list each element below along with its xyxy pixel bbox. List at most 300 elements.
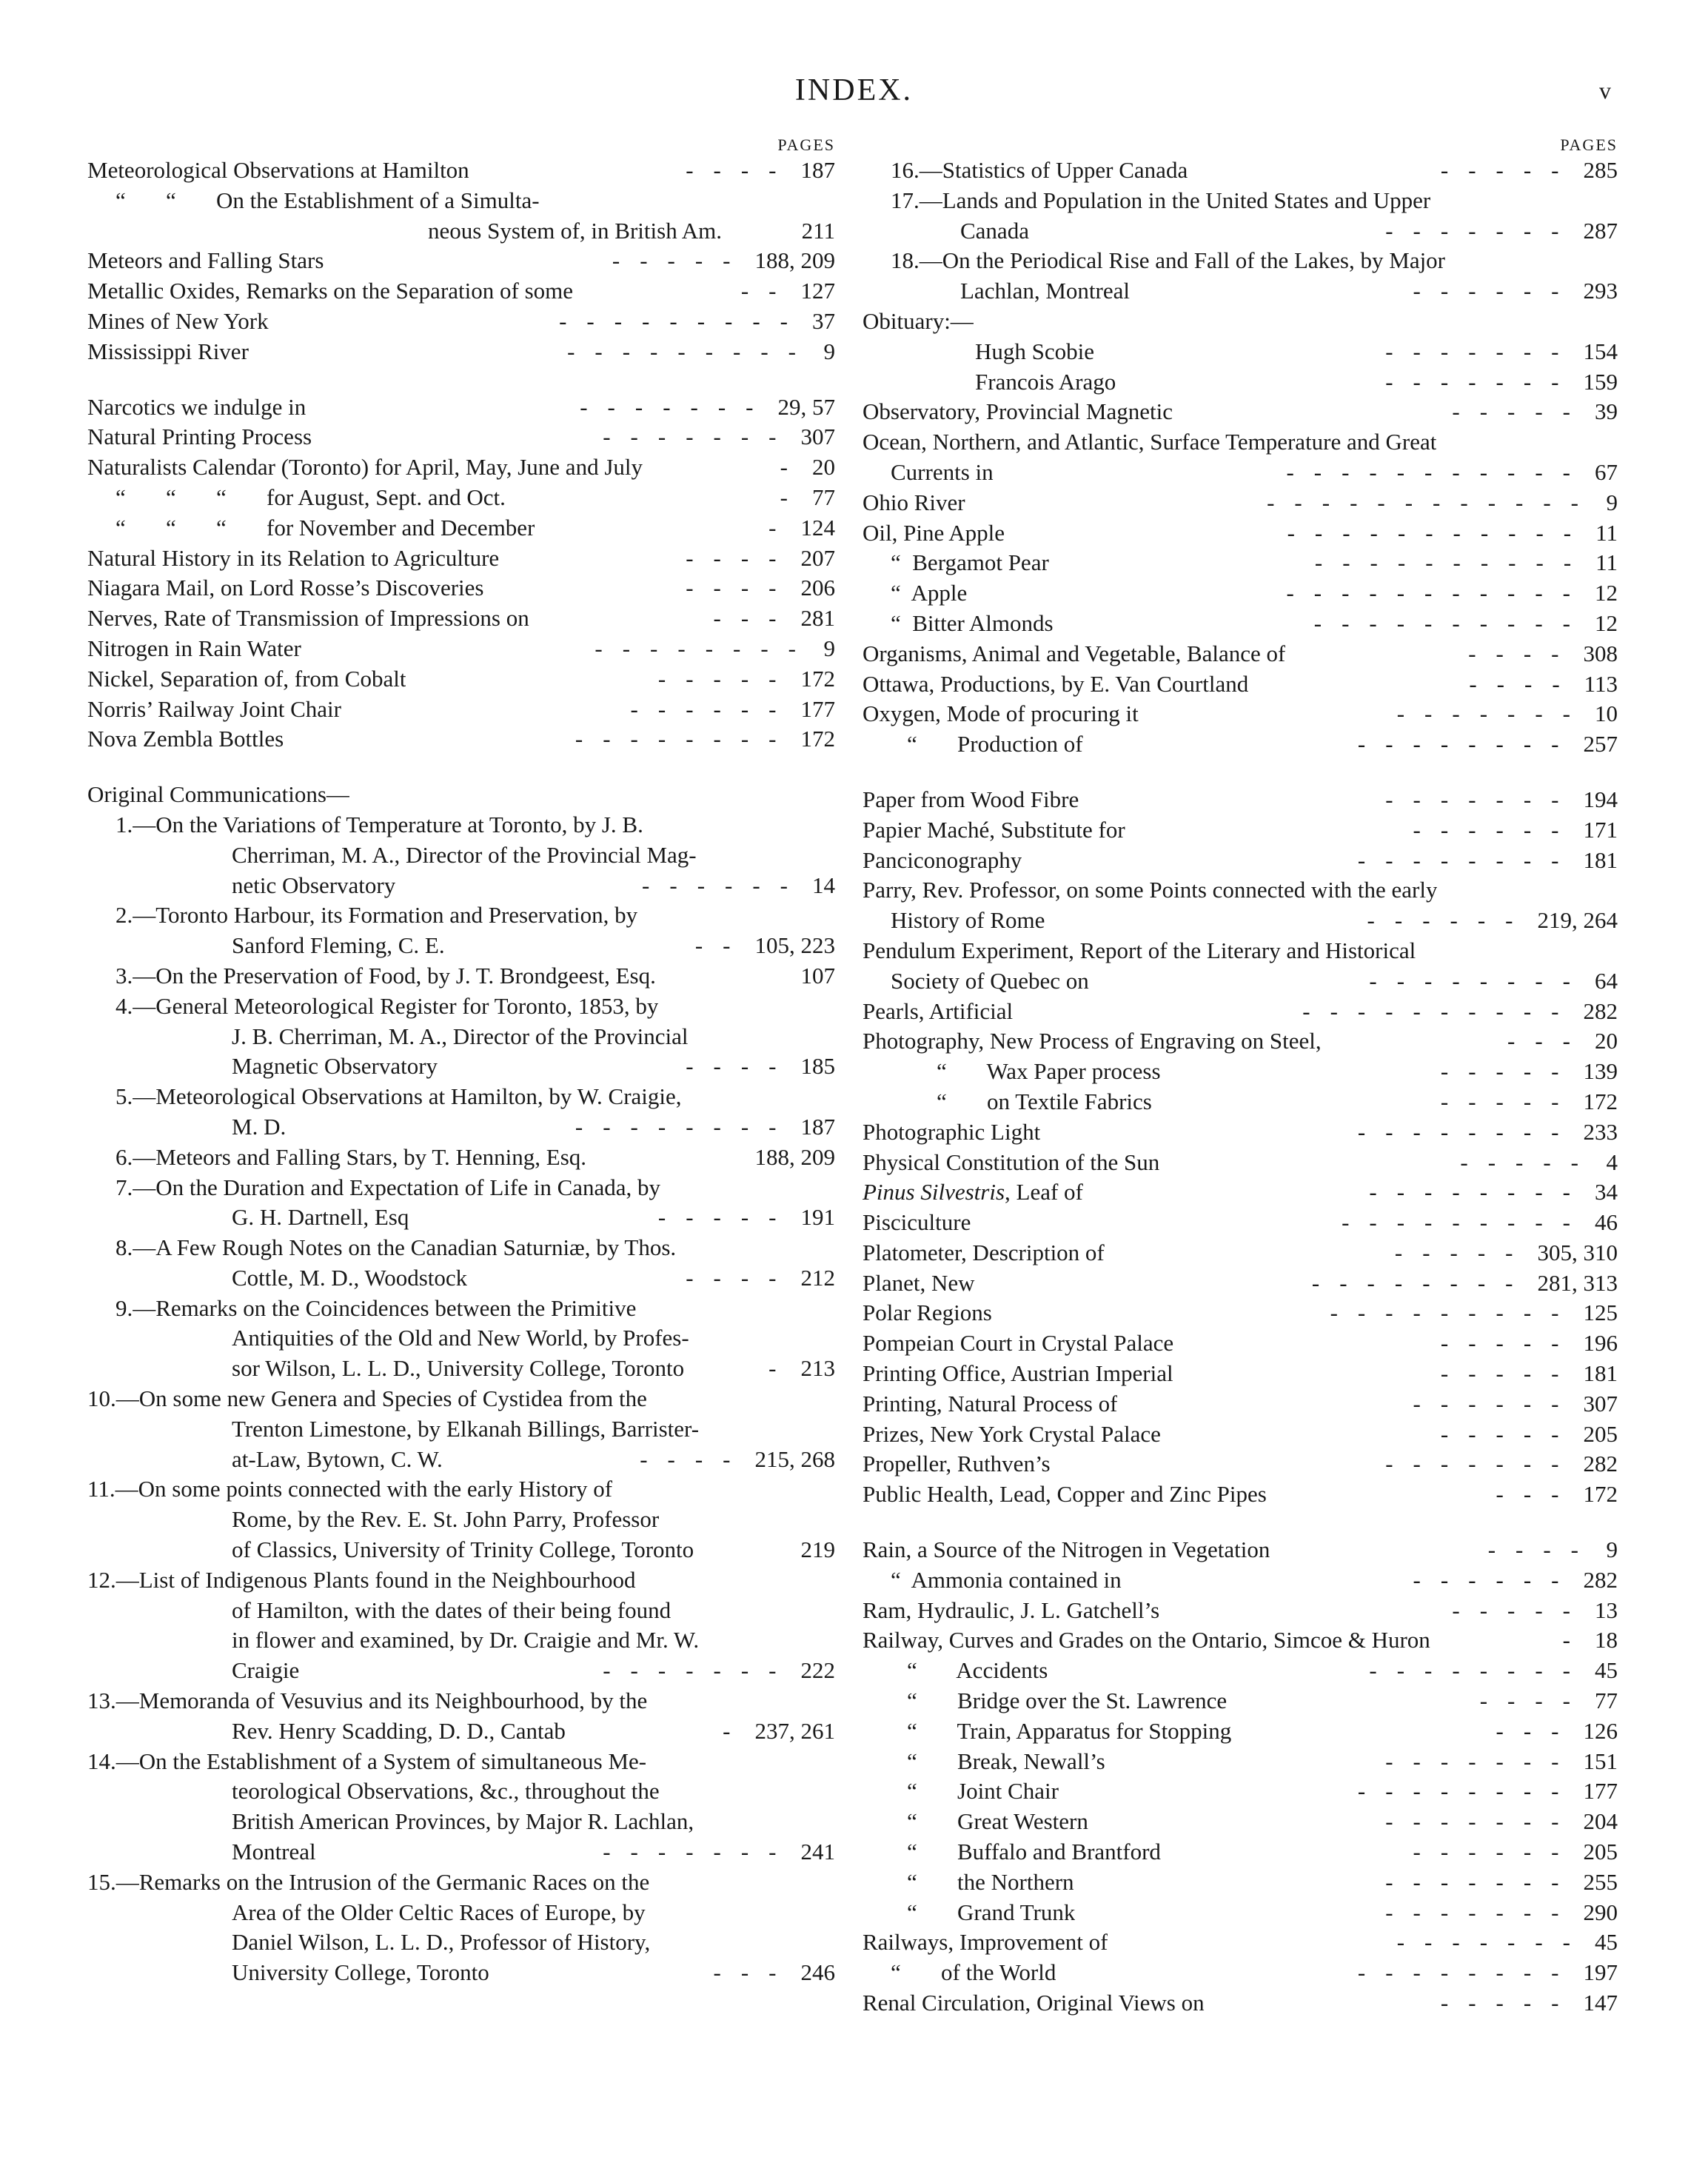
index-entry (87, 1867, 835, 1898)
index-entry (87, 276, 835, 307)
page-ref: 34 (1595, 1179, 1618, 1205)
leader-dashes: ----- (1394, 1239, 1533, 1265)
leader-dashes: - (768, 514, 797, 541)
index-entry (87, 780, 835, 810)
page-ref: 172 (1583, 1481, 1618, 1508)
leader-dashes: ----- (1440, 1088, 1579, 1114)
page-ref: 39 (1595, 398, 1618, 425)
index-entry (87, 544, 835, 574)
leader-dashes: ------- (1385, 786, 1579, 812)
entry-text: “ Apple (891, 580, 968, 606)
page-ref: 159 (1583, 368, 1618, 395)
leader-dashes: ------ (1413, 1566, 1579, 1593)
leader-dashes: ----- (1440, 1990, 1579, 2016)
index-entry (863, 846, 1618, 876)
page-ref: 211 (801, 217, 835, 244)
page-ref: 151 (1583, 1748, 1618, 1774)
entry-text: Currents in (891, 458, 994, 485)
section-gap (87, 367, 835, 392)
entry-text: 11.—On some points connected with the early History of (87, 1476, 613, 1502)
index-entry (863, 1596, 1618, 1626)
entry-text: Renal Circulation, Original Views on (863, 1990, 1205, 2016)
page-ref: 241 (800, 1839, 835, 1865)
entry-text: at-Law, Bytown, C. W. (232, 1445, 443, 1472)
entry-text: Naturalists Calendar (Toronto) for April, May, June and July (87, 454, 643, 481)
leader-dashes: - (768, 1355, 797, 1382)
entry-text: “ “ On the Establishment of a Simulta- (115, 187, 540, 213)
leader-dashes: --------- (1342, 1209, 1590, 1236)
index-entry (863, 699, 1618, 729)
leader-dashes: ------- (1385, 217, 1579, 244)
page-ref: 281, 313 (1537, 1269, 1618, 1296)
page-ref: 45 (1595, 1657, 1618, 1684)
page-number: v (1599, 77, 1611, 104)
entry-text: Pearls, Artificial (863, 997, 1014, 1024)
index-entry (863, 906, 1618, 936)
entry-text: 18.—On the Periodical Rise and Fall of the Lakes, by Major (891, 247, 1446, 274)
leader-dashes: ----- (1440, 157, 1579, 183)
leader-dashes: ------- (1385, 1868, 1579, 1895)
entry-text: Papier Maché, Substitute for (863, 816, 1125, 843)
section-gap (87, 755, 835, 780)
leader-dashes: ------- (1385, 1748, 1579, 1774)
page-ref: 124 (800, 514, 835, 541)
leader-dashes: -------- (1311, 1269, 1533, 1296)
index-entry (863, 1747, 1618, 1777)
entry-text: Paper from Wood Fibre (863, 786, 1079, 812)
index-entry (87, 246, 835, 276)
page-ref: 188, 209 (754, 247, 835, 274)
page-ref: 257 (1583, 731, 1618, 758)
entry-text: Organisms, Animal and Vegetable, Balance of (863, 640, 1286, 666)
leader-dashes: ------- (603, 424, 797, 450)
page-ref: 213 (800, 1355, 835, 1382)
index-entry (87, 1323, 835, 1354)
page-ref: 212 (800, 1264, 835, 1291)
page-ref: 215, 268 (754, 1445, 835, 1472)
index-entry (863, 1988, 1618, 2019)
index-entry (87, 810, 835, 840)
entry-text: Hugh Scobie (975, 338, 1095, 364)
entry-text: Cherriman, M. A., Director of the Provincial Mag- (232, 841, 697, 868)
entry-text: “ on Textile Fabrics (937, 1088, 1152, 1114)
index-entry (863, 1837, 1618, 1867)
entry-text: Ottawa, Productions, by E. Van Courtland (863, 670, 1249, 697)
index-entry (863, 1268, 1618, 1299)
page-ref: 246 (800, 1959, 835, 1986)
page-ref: 282 (1583, 997, 1618, 1024)
index-entry (863, 307, 1618, 337)
index-entry (87, 664, 835, 695)
entry-text: M. D. (232, 1113, 287, 1140)
entry-text: Nerves, Rate of Transmission of Impressions on (87, 605, 529, 632)
entry-text: “ “ “ for August, Sept. and Oct. (115, 484, 506, 510)
index-entry (87, 1143, 835, 1173)
entry-text: Natural History in its Relation to Agriculture (87, 544, 500, 571)
entry-text: Niagara Mail, on Lord Rosse’s Discoveries (87, 575, 484, 601)
index-entry (863, 997, 1618, 1027)
index-entry (87, 1837, 835, 1867)
page-ref: 20 (1595, 1028, 1618, 1054)
page-ref: 172 (1583, 1088, 1618, 1114)
section-gap (863, 760, 1618, 785)
index-entry (87, 1051, 835, 1082)
entry-text-rest: , Leaf of (1005, 1179, 1083, 1205)
index-entry (863, 276, 1618, 307)
entry-text: 9.—Remarks on the Coincidences between the Primitive (115, 1294, 637, 1321)
section-gap (863, 1510, 1618, 1535)
page-ref: 287 (1583, 217, 1618, 244)
entry-text: Metallic Oxides, Remarks on the Separation of some (87, 278, 574, 304)
index-entry (87, 1233, 835, 1263)
entry-text: 4.—General Meteorological Register for Toronto, 1853, by (115, 992, 659, 1019)
index-entry (87, 392, 835, 423)
entry-text: 14.—On the Establishment of a System of simultaneous Me- (87, 1748, 647, 1774)
index-entry (863, 246, 1618, 276)
index-entry (863, 1565, 1618, 1596)
index-entry (863, 815, 1618, 846)
leader-dashes: - (1562, 1627, 1590, 1653)
index-entry (863, 729, 1618, 760)
entry-text: Polar Regions (863, 1300, 992, 1326)
entry-text: “ Production of (907, 731, 1083, 758)
page-ref: 77 (812, 484, 835, 510)
leader-dashes: ------- (1396, 700, 1590, 727)
leader-dashes: ------------ (1267, 489, 1598, 515)
page-ref: 4 (1606, 1148, 1618, 1175)
page-ref: 9 (1606, 489, 1618, 515)
index-entry (863, 1208, 1618, 1238)
entry-text: Photography, New Process of Engraving on Steel, (863, 1028, 1322, 1054)
page-ref: 290 (1583, 1899, 1618, 1925)
page-ref: 206 (800, 575, 835, 601)
entry-text: “ Bridge over the St. Lawrence (907, 1688, 1228, 1714)
leader-dashes: -------- (1369, 967, 1590, 994)
index-entry (87, 337, 835, 367)
index-entry (863, 1087, 1618, 1117)
index-entry (87, 1445, 835, 1475)
leader-dashes: ---- (1468, 640, 1579, 666)
page-ref: 67 (1595, 458, 1618, 485)
entry-text: Printing, Natural Process of (863, 1390, 1118, 1417)
index-entry (87, 1686, 835, 1716)
entry-text: Pompeian Court in Crystal Palace (863, 1330, 1174, 1357)
page-ref: 37 (812, 307, 835, 334)
entry-text: Public Health, Lead, Copper and Zinc Pipes (863, 1481, 1267, 1508)
page-ref: 196 (1583, 1330, 1618, 1357)
index-entry (87, 1716, 835, 1747)
leader-dashes: ------ (642, 872, 808, 898)
page-ref: 12 (1595, 580, 1618, 606)
index-entry (863, 458, 1618, 488)
index-entry (87, 603, 835, 634)
index-entry (87, 634, 835, 664)
index-entry (863, 966, 1618, 997)
entry-text: 2.—Toronto Harbour, its Formation and Preservation, by (115, 902, 638, 929)
page-ref: 187 (800, 1113, 835, 1140)
leader-dashes: ----- (1440, 1420, 1579, 1447)
page-ref: 222 (800, 1657, 835, 1684)
page-ref: 177 (1583, 1778, 1618, 1805)
entry-text: Trenton Limestone, by Elkanah Billings, Barrister- (232, 1415, 700, 1442)
index-entry (863, 1807, 1618, 1837)
index-entry (87, 513, 835, 544)
entry-text: Area of the Older Celtic Races of Europe, by (232, 1899, 646, 1925)
entry-text: 16.—Statistics of Upper Canada (891, 157, 1188, 183)
entry-text: Meteors and Falling Stars (87, 247, 324, 274)
entry-text: Parry, Rev. Professor, on some Points connected with the early (863, 877, 1438, 903)
index-entry (863, 427, 1618, 458)
entry-text: Propeller, Ruthven’s (863, 1451, 1051, 1477)
index-entry (863, 1479, 1618, 1510)
page-ref: 154 (1583, 338, 1618, 364)
index-entry (87, 1384, 835, 1414)
entry-text: Oil, Pine Apple (863, 519, 1005, 546)
leader-dashes: ------ (1413, 278, 1579, 304)
index-entry (87, 1263, 835, 1294)
index-entry (863, 1298, 1618, 1328)
entry-text: “ Great Western (907, 1808, 1088, 1835)
entry-text: “ Bitter Almonds (891, 609, 1054, 636)
index-entry (863, 518, 1618, 549)
leader-dashes: ------- (1396, 1929, 1590, 1956)
index-entry (87, 452, 835, 483)
leader-dashes: --------- (567, 338, 816, 364)
leader-dashes: ---- (686, 575, 797, 601)
leader-dashes: - (780, 454, 808, 481)
index-entry (87, 900, 835, 931)
page-ref: 181 (1583, 1360, 1618, 1387)
index-entry (863, 1776, 1618, 1807)
entry-text: Daniel Wilson, L. L. D., Professor of History, (232, 1929, 651, 1956)
index-entry (87, 961, 835, 991)
entry-text: 1.—On the Variations of Temperature at Toronto, by J. B. (115, 811, 643, 837)
page-ref: 126 (1583, 1717, 1618, 1744)
index-entry (87, 1414, 835, 1445)
index-entry (863, 1686, 1618, 1716)
entry-text: Pisciculture (863, 1209, 971, 1236)
index-entry (863, 785, 1618, 815)
entry-text: 8.—A Few Rough Notes on the Canadian Saturniæ, by Thos. (115, 1234, 677, 1261)
entry-text: “ Accidents (907, 1657, 1048, 1684)
page-ref: 307 (1583, 1390, 1618, 1417)
index-entry (863, 1535, 1618, 1565)
entry-text: G. H. Dartnell, Esq (232, 1204, 409, 1231)
page-ref: 172 (800, 665, 835, 692)
entry-text: 7.—On the Duration and Expectation of Life in Canada, by (115, 1174, 661, 1200)
index-entry (863, 156, 1618, 186)
leader-dashes: - (723, 1717, 751, 1744)
page-ref: 177 (800, 695, 835, 722)
entry-text: Francois Arago (975, 368, 1116, 395)
page-ref: 113 (1584, 670, 1618, 697)
index-entry (87, 1535, 835, 1565)
index-entry (863, 1117, 1618, 1148)
page-ref: 9 (823, 635, 835, 661)
entry-text: University College, Toronto (232, 1959, 489, 1986)
leader-dashes: ----- (612, 247, 751, 274)
leader-dashes: ---------- (1302, 997, 1579, 1024)
entry-text: teorological Observations, &c., throughout the (232, 1778, 660, 1805)
entry-text: Original Communications— (87, 781, 349, 808)
index-entry (863, 1389, 1618, 1419)
leader-dashes: ----- (1452, 398, 1590, 425)
leader-dashes: ------ (1413, 816, 1579, 843)
entry-text: “ Train, Apparatus for Stopping (907, 1717, 1232, 1744)
entry-text: neous System of, in British Am. (428, 217, 722, 244)
entry-text: 12.—List of Indigenous Plants found in the Neighbourhood (87, 1566, 636, 1593)
entry-text: 10.—On some new Genera and Species of Cystidea from the (87, 1385, 647, 1412)
entry-text: Nitrogen in Rain Water (87, 635, 301, 661)
leader-dashes: ----- (1440, 1360, 1579, 1387)
index-entry (87, 724, 835, 755)
index-entry (87, 1898, 835, 1928)
pages-column-label: PAGES (777, 136, 835, 154)
page-ref: 255 (1583, 1868, 1618, 1895)
leader-dashes: ----------- (1286, 458, 1590, 485)
entry-text: Physical Constitution of the Sun (863, 1148, 1160, 1175)
leader-dashes: ----------- (1286, 580, 1590, 606)
page-ref: 219 (800, 1536, 835, 1563)
page-ref: 204 (1583, 1808, 1618, 1835)
leader-dashes: ------- (1385, 1451, 1579, 1477)
entry-text: Railways, Improvement of (863, 1929, 1108, 1956)
leader-dashes: -------- (575, 726, 797, 752)
entry-text: J. B. Cherriman, M. A., Director of the Provincial (232, 1023, 689, 1049)
index-entry (87, 931, 835, 961)
index-entry (87, 1082, 835, 1112)
page-ref: 194 (1583, 786, 1618, 812)
index-entry (863, 875, 1618, 906)
index-column-right (863, 135, 1618, 2019)
page-ref: 20 (812, 454, 835, 481)
leader-dashes: -------- (1369, 1657, 1590, 1684)
page-ref: 9 (823, 338, 835, 364)
index-entry (863, 936, 1618, 966)
page-title: INDEX. (794, 73, 914, 107)
leader-dashes: --------- (1330, 1300, 1579, 1326)
entry-text: Cottle, M. D., Woodstock (232, 1264, 468, 1291)
leader-dashes: ------ (1367, 907, 1533, 934)
index-entry (87, 1958, 835, 1988)
leader-dashes: ------- (1385, 1808, 1579, 1835)
leader-dashes: -------- (1357, 731, 1579, 758)
leader-dashes: --- (1496, 1481, 1579, 1508)
page-ref: 11 (1595, 519, 1618, 546)
entry-text: Prizes, New York Crystal Palace (863, 1420, 1161, 1447)
entry-text: of Hamilton, with the dates of their being found (232, 1596, 672, 1623)
page-ref: 172 (800, 726, 835, 752)
leader-dashes: ------- (1385, 338, 1579, 364)
entry-text: Rev. Henry Scadding, D. D., Cantab (232, 1717, 566, 1744)
page-ref: 282 (1583, 1566, 1618, 1593)
leader-dashes: --- (713, 1959, 797, 1986)
page-ref: 207 (800, 544, 835, 571)
pages-column-label: PAGES (1560, 136, 1618, 154)
page-ref: 205 (1583, 1839, 1618, 1865)
entry-text: Meteorological Observations at Hamilton (87, 157, 469, 183)
leader-dashes: ------- (580, 393, 774, 420)
leader-dashes: -------- (1357, 1959, 1579, 1986)
entry-text: 15.—Remarks on the Intrusion of the Germanic Races on the (87, 1868, 650, 1895)
entry-text: Planet, New (863, 1269, 975, 1296)
index-entry (87, 1354, 835, 1384)
entry-text: Antiquities of the Old and New World, by Profes- (232, 1325, 689, 1351)
entry-text: Ram, Hydraulic, J. L. Gatchell’s (863, 1596, 1160, 1623)
index-entry (87, 1625, 835, 1656)
entry-text: Printing Office, Austrian Imperial (863, 1360, 1173, 1387)
leader-dashes: -------- (1357, 1118, 1579, 1145)
entry-text: Nickel, Separation of, from Cobalt (87, 665, 406, 692)
index-entry (863, 1716, 1618, 1747)
index-entry (87, 1203, 835, 1233)
index-entry (863, 216, 1618, 247)
page-ref: 10 (1595, 700, 1618, 727)
index-entry (87, 1596, 835, 1626)
index-entry (87, 1294, 835, 1324)
index-entry (863, 1656, 1618, 1686)
page-ref: 125 (1583, 1300, 1618, 1326)
leader-dashes: ------ (1413, 1839, 1579, 1865)
entry-text: Nova Zembla Bottles (87, 726, 284, 752)
index-entry (863, 488, 1618, 518)
index-entry (87, 1776, 835, 1807)
entry-text: Sanford Fleming, C. E. (232, 932, 445, 959)
index-entry (87, 186, 835, 216)
index-entry (863, 1238, 1618, 1268)
index-entry (863, 1449, 1618, 1479)
index-entry (863, 578, 1618, 609)
index-entry (863, 609, 1618, 639)
index-entry (863, 1057, 1618, 1087)
leader-dashes: ------ (1413, 1390, 1579, 1417)
entry-text: “ Bergamot Pear (891, 549, 1049, 576)
page-ref: 237, 261 (754, 1717, 835, 1744)
entry-text: 6.—Meteors and Falling Stars, by T. Henning, Esq. (115, 1143, 587, 1170)
index-entry (863, 1625, 1618, 1656)
entry-text: “ Joint Chair (907, 1778, 1059, 1805)
index-column-left (87, 135, 835, 1988)
entry-text: Oxygen, Mode of procuring it (863, 700, 1139, 727)
index-entry (87, 1927, 835, 1958)
page-ref: 305, 310 (1537, 1239, 1618, 1265)
index-entry (87, 1505, 835, 1535)
index-entry (87, 156, 835, 186)
entry-text: “ Grand Trunk (907, 1899, 1076, 1925)
entry-text: 3.—On the Preservation of Food, by J. T. Brondgeest, Esq. (115, 962, 656, 989)
entry-text: Obituary:— (863, 307, 974, 334)
entry-text: Rome, by the Rev. E. St. John Parry, Professor (232, 1506, 660, 1533)
leader-dashes: --- (1496, 1717, 1579, 1744)
page-ref: 185 (800, 1053, 835, 1080)
page-ref: 187 (800, 157, 835, 183)
leader-dashes: ------- (1385, 1899, 1579, 1925)
leader-dashes: ----------- (1287, 519, 1592, 546)
entry-text: Photographic Light (863, 1118, 1041, 1145)
page-ref: 127 (800, 278, 835, 304)
index-entry (863, 1927, 1618, 1958)
index-entry (87, 1807, 835, 1837)
index-entry (87, 1022, 835, 1052)
page-ref: 105, 223 (754, 932, 835, 959)
page-ref: 12 (1595, 609, 1618, 636)
leader-dashes: ----- (1452, 1596, 1590, 1623)
entry-text: “ Buffalo and Brantford (907, 1839, 1161, 1865)
index-entry (863, 1359, 1618, 1389)
index-entry (863, 1958, 1618, 1988)
index-entry (863, 548, 1618, 578)
index-entry (863, 186, 1618, 216)
